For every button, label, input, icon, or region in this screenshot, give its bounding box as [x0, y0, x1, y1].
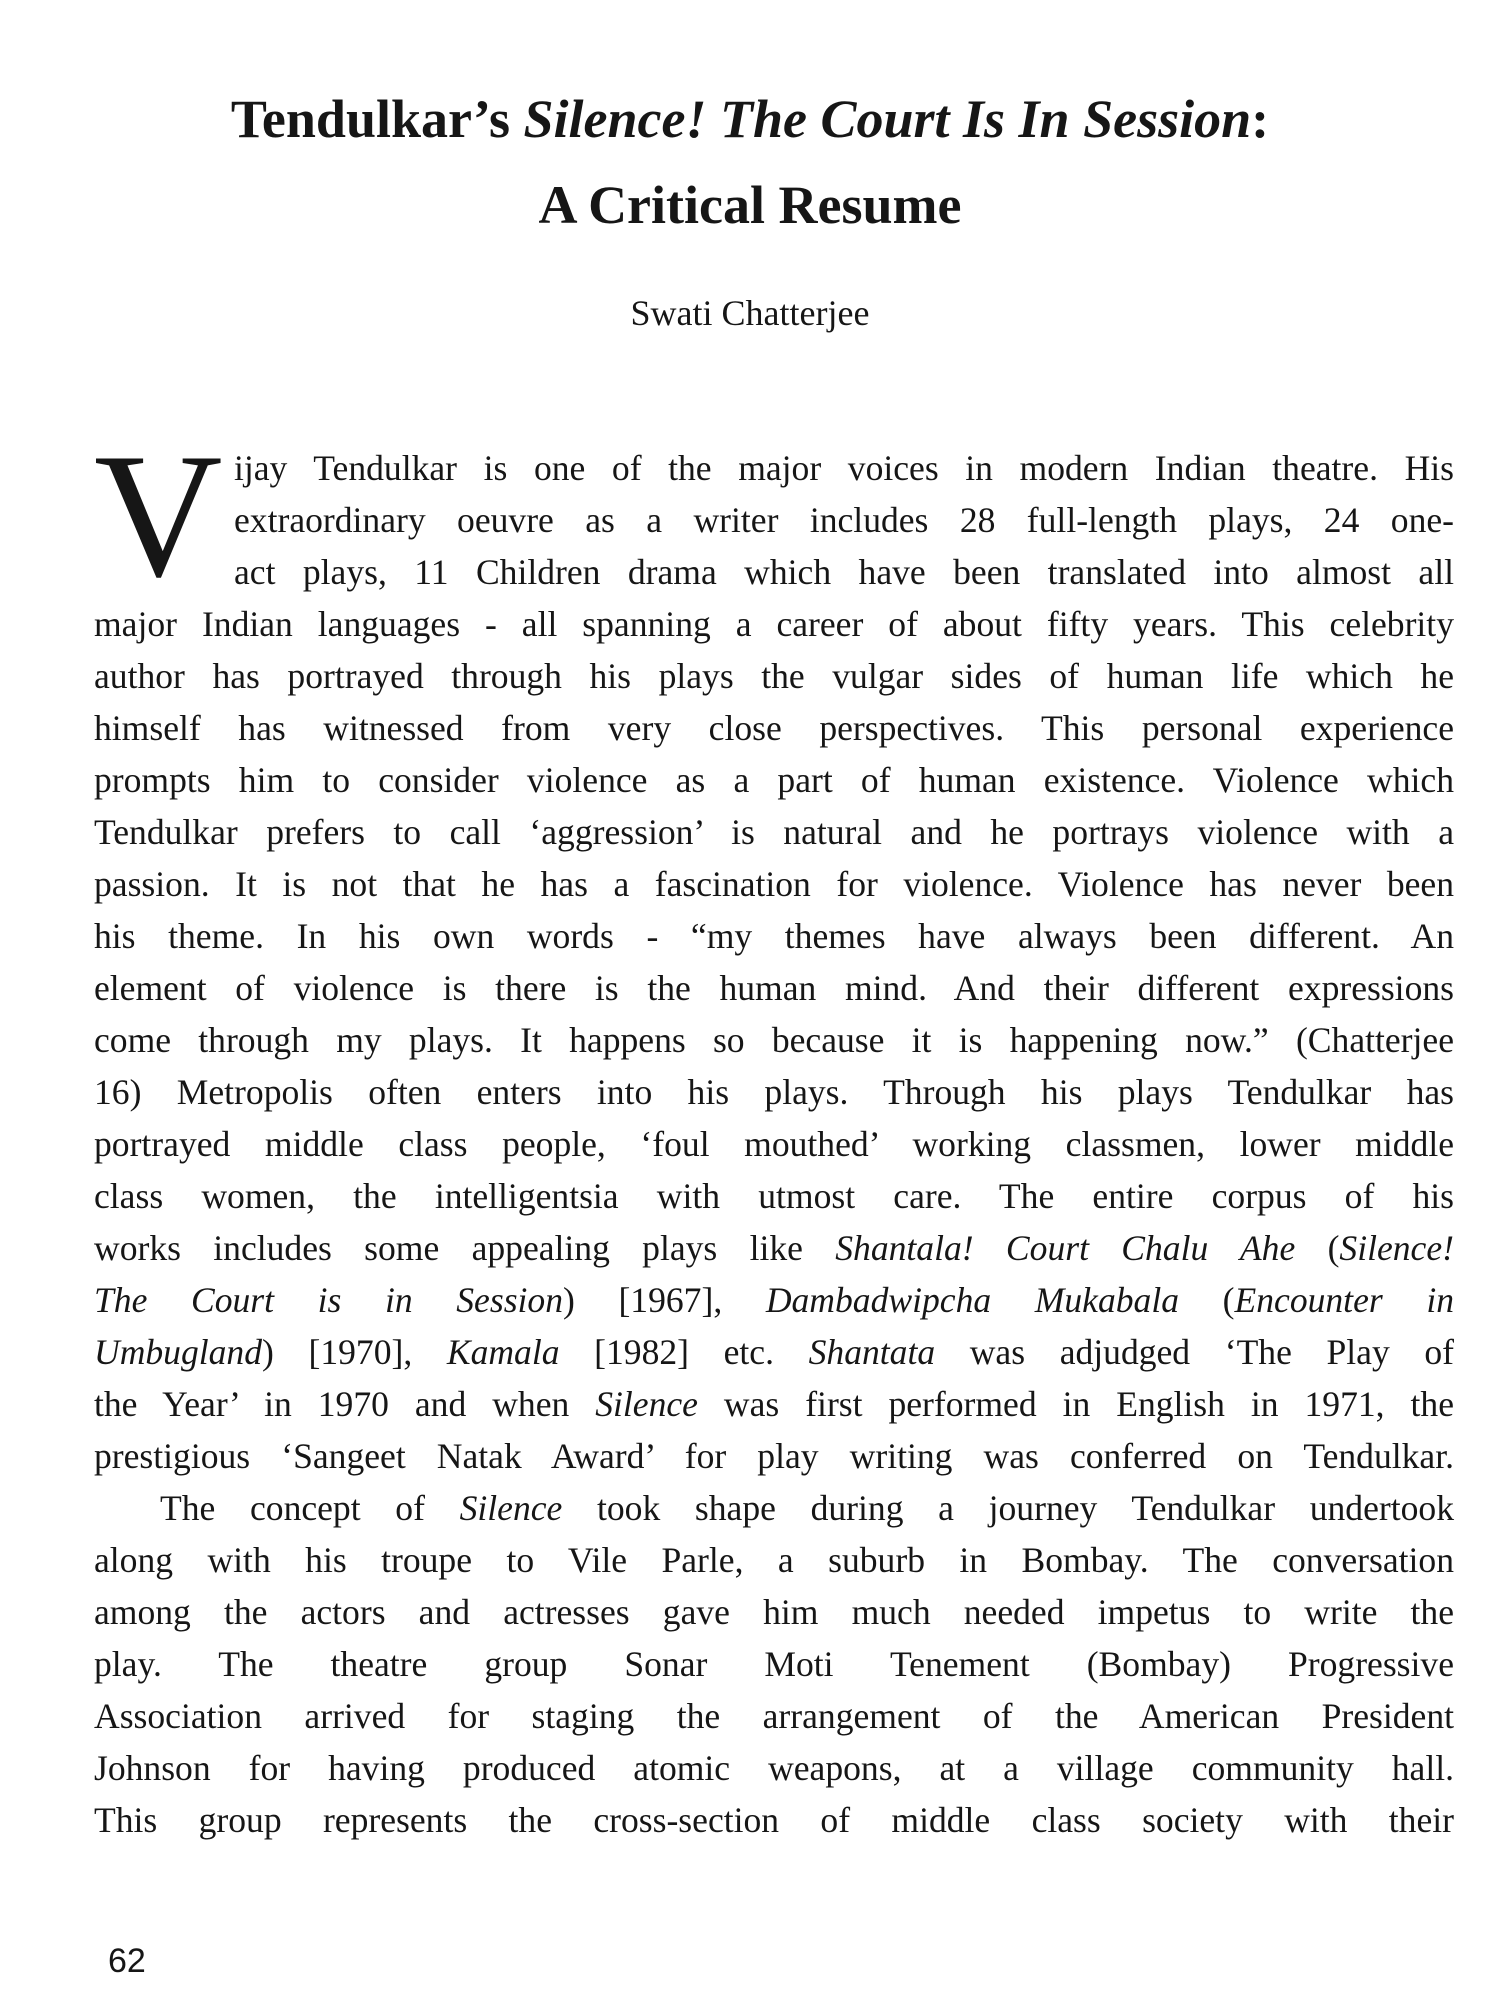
- text-line: himself has witnessed from very close perspectives. This personal experience: [94, 708, 1454, 748]
- text-line: extraordinary oeuvre as a writer includes 28 full-length plays, 24 one-: [234, 500, 1454, 540]
- text-line: major Indian languages - all spanning a career of about fifty years. This celebrity: [94, 604, 1454, 644]
- text-run: works includes some appealing plays like: [94, 1228, 836, 1268]
- play-title: Dambadwipcha Mukabala: [765, 1280, 1180, 1320]
- play-title: Kamala: [446, 1332, 560, 1372]
- play-title: Silence: [595, 1384, 698, 1424]
- text-line: 16) Metropolis often enters into his plays. Through his plays Tendulkar has: [94, 1072, 1454, 1112]
- play-title: Silence!: [1339, 1228, 1454, 1268]
- text-line: [94, 1482, 1454, 1534]
- play-title: Shantala! Court Chalu Ahe: [835, 1228, 1296, 1268]
- text-line: [94, 1222, 1454, 1274]
- text-line: element of violence is there is the human mind. And their different expressions: [94, 968, 1454, 1008]
- text-run: [1982] etc.: [559, 1332, 809, 1372]
- article-title-line-1: [0, 88, 1500, 150]
- author-name: Swati Chatterjee: [630, 293, 870, 333]
- text-line: [94, 1378, 1454, 1430]
- text-line: his theme. In his own words - “my themes have always been different. An: [94, 916, 1454, 956]
- play-title: Silence: [459, 1488, 563, 1528]
- text-line: prompts him to consider violence as a part of human existence. Violence which: [94, 760, 1454, 800]
- text-run: ) [1967],: [563, 1280, 766, 1320]
- title-play-name: Silence! The Court Is In Session: [523, 89, 1252, 149]
- drop-cap: V: [94, 416, 223, 614]
- text-run: took shape during a journey Tendulkar undertook: [562, 1488, 1454, 1528]
- text-line: along with his troupe to Vile Parle, a suburb in Bombay. The conversation: [94, 1540, 1454, 1580]
- text-run: was adjudged ‘The Play of: [935, 1332, 1454, 1372]
- text-line: Johnson for having produced atomic weapons, at a village community hall.: [94, 1748, 1454, 1788]
- play-title: The Court is in Session: [94, 1280, 563, 1320]
- text-run: The concept of: [160, 1488, 460, 1528]
- text-line: play. The theatre group Sonar Moti Tenement (Bombay) Progressive: [94, 1644, 1454, 1684]
- text-line: Tendulkar prefers to call ‘aggression’ is natural and he portrays violence with a: [94, 812, 1454, 852]
- text-run: ) [1970],: [262, 1332, 447, 1372]
- text-line: passion. It is not that he has a fascination for violence. Violence has never been: [94, 864, 1454, 904]
- title-suffix: :: [1251, 89, 1270, 149]
- text-run: (: [1295, 1228, 1340, 1268]
- article-body: [94, 442, 1454, 1846]
- text-line: Association arrived for staging the arrangement of the American President: [94, 1696, 1454, 1736]
- text-line: among the actors and actresses gave him much needed impetus to write the: [94, 1592, 1454, 1632]
- article-title-line-2: A Critical Resume: [538, 175, 962, 235]
- play-title: Encounter in: [1234, 1280, 1454, 1320]
- text-line: portrayed middle class people, ‘foul mouthed’ working classmen, lower middle: [94, 1124, 1454, 1164]
- text-line: ijay Tendulkar is one of the major voices in modern Indian theatre. His: [234, 448, 1454, 488]
- text-run: (: [1179, 1280, 1235, 1320]
- text-run: the Year’ in 1970 and when: [94, 1384, 596, 1424]
- play-title: Shantata: [808, 1332, 936, 1372]
- text-line: come through my plays. It happens so because it is happening now.” (Chatterjee: [94, 1020, 1454, 1060]
- text-line: [94, 1274, 1454, 1326]
- text-line: class women, the intelligentsia with utmost care. The entire corpus of his: [94, 1176, 1454, 1216]
- title-prefix: Tendulkar’s: [230, 89, 524, 149]
- text-line: author has portrayed through his plays the vulgar sides of human life which he: [94, 656, 1454, 696]
- page-number: 62: [108, 1942, 146, 1980]
- text-line: act plays, 11 Children drama which have been translated into almost all: [234, 552, 1454, 592]
- text-line: This group represents the cross-section of middle class society with their: [94, 1800, 1454, 1840]
- text-run: was first performed in English in 1971, the: [697, 1384, 1454, 1424]
- text-line: prestigious ‘Sangeet Natak Award’ for play writing was conferred on Tendulkar.: [94, 1436, 1454, 1476]
- text-line: [94, 1326, 1454, 1378]
- play-title: Umbugland: [94, 1332, 263, 1372]
